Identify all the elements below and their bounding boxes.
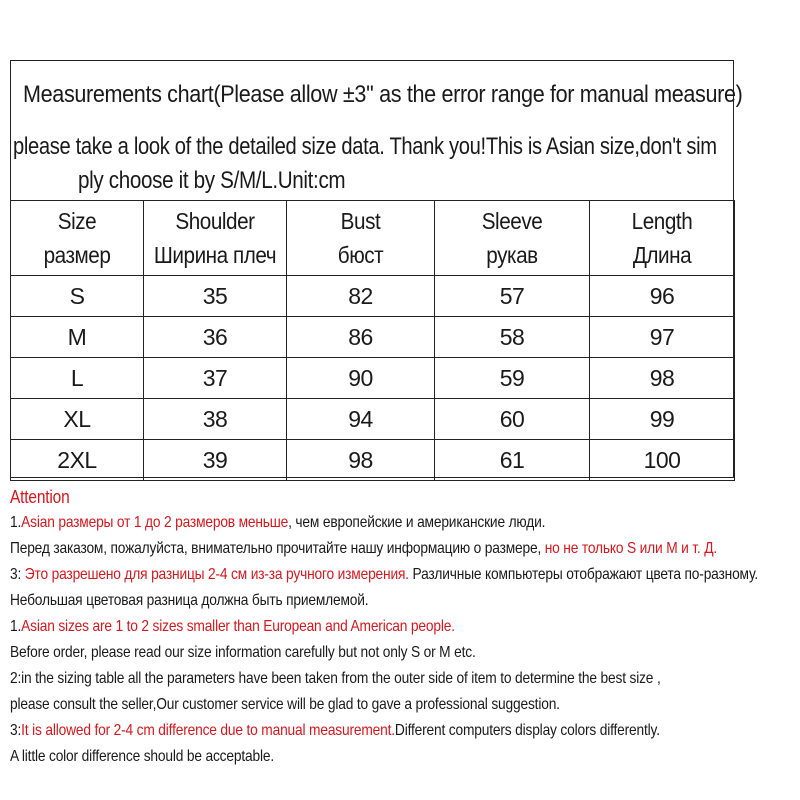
- table-row: [11, 358, 735, 399]
- cell-size: M: [11, 317, 144, 358]
- cell-bust: 86: [287, 317, 435, 358]
- cell-shoulder: 37: [144, 358, 287, 399]
- cell-bust: 94: [287, 399, 435, 440]
- chart-title: Measurements chart(Please allow ±3'' as the error range for manual measure): [23, 81, 743, 108]
- cell-size: L: [11, 358, 144, 399]
- note-text: Различные компьютеры отображают цвета по-разному.: [408, 566, 758, 583]
- cell-shoulder: 36: [144, 317, 287, 358]
- note-prefix: 3:: [10, 722, 22, 739]
- note-highlight: Asian размеры от 1 до 2 размеров меньше: [21, 514, 289, 531]
- size-table: [10, 200, 735, 481]
- note-text: Перед заказом, пожалуйста, внимательно прочитайте нашу информацию о размере,: [10, 540, 545, 557]
- note-line: [10, 718, 689, 744]
- note-text: Different computers display colors differently.: [394, 722, 660, 739]
- header-label-en: Sleeve: [481, 208, 543, 234]
- cell-size: XL: [11, 399, 144, 440]
- header-label-ru: Длина: [632, 242, 692, 268]
- header-label-ru: рукав: [486, 242, 538, 268]
- note-line: [10, 614, 689, 640]
- chart-subtitle-line1: please take a look of the detailed size data. Thank you!This is Asian size,don't sim: [13, 133, 717, 160]
- note-highlight: но не только S или M и т. Д.: [544, 540, 718, 557]
- column-header-size: [11, 201, 144, 276]
- cell-bust: 90: [287, 358, 435, 399]
- note-highlight: It is allowed for 2-4 cm difference due to manual measurement.: [21, 722, 395, 739]
- table-row: [11, 440, 735, 481]
- note-text: , чем европейские и американские люди.: [288, 514, 546, 531]
- cell-sleeve: 59: [435, 358, 590, 399]
- cell-length: 99: [590, 399, 735, 440]
- cell-length: 97: [590, 317, 735, 358]
- header-label-ru: размер: [43, 242, 111, 268]
- notes-section: [10, 484, 800, 770]
- note-line: 2:in the sizing table all the parameters have been taken from the outer side of item to determine the best size ,: [10, 670, 661, 687]
- header-label-en: Size: [57, 208, 97, 234]
- column-header-bust: [287, 201, 435, 276]
- note-line: [10, 536, 718, 562]
- cell-length: 98: [590, 358, 735, 399]
- cell-shoulder: 39: [144, 440, 287, 481]
- cell-bust: 82: [287, 276, 435, 317]
- header-label-ru: Ширина плеч: [153, 242, 277, 268]
- table-row: [11, 317, 735, 358]
- size-chart: [10, 60, 743, 478]
- table-header-row: [11, 201, 735, 276]
- column-header-length: [590, 201, 735, 276]
- note-prefix: 3:: [10, 566, 25, 583]
- cell-length: 96: [590, 276, 735, 317]
- column-header-sleeve: [435, 201, 590, 276]
- header-label-en: Shoulder: [175, 208, 255, 234]
- header-label-ru: бюст: [337, 242, 384, 268]
- note-line: please consult the seller,Our customer service will be glad to gave a professional suggestion.: [10, 696, 560, 713]
- header-label-en: Length: [631, 208, 693, 234]
- note-line: [10, 510, 689, 536]
- cell-bust: 98: [287, 440, 435, 481]
- table-row: [11, 276, 735, 317]
- note-line: [10, 562, 758, 588]
- table-row: [11, 399, 735, 440]
- note-highlight: Это разрешено для разницы 2-4 см из-за ручного измерения.: [24, 566, 409, 583]
- cell-sleeve: 58: [435, 317, 590, 358]
- cell-size: S: [11, 276, 144, 317]
- attention-heading: Attention: [10, 487, 70, 507]
- cell-shoulder: 38: [144, 399, 287, 440]
- note-highlight: Asian sizes are 1 to 2 sizes smaller than European and American people.: [21, 618, 455, 635]
- cell-sleeve: 61: [435, 440, 590, 481]
- cell-sleeve: 60: [435, 399, 590, 440]
- note-prefix: 1.: [10, 514, 22, 531]
- cell-length: 100: [590, 440, 735, 481]
- column-header-shoulder: [144, 201, 287, 276]
- note-prefix: 1.: [10, 618, 22, 635]
- chart-subtitle-line2: ply choose it by S/M/L.Unit:cm: [78, 167, 346, 194]
- cell-shoulder: 35: [144, 276, 287, 317]
- note-line: A little color difference should be acceptable.: [10, 748, 274, 765]
- header-label-en: Bust: [340, 208, 381, 234]
- note-line: Небольшая цветовая разница должна быть приемлемой.: [10, 592, 369, 609]
- note-line: Before order, please read our size information carefully but not only S or M etc.: [10, 644, 476, 661]
- cell-size: 2XL: [11, 440, 144, 481]
- cell-sleeve: 57: [435, 276, 590, 317]
